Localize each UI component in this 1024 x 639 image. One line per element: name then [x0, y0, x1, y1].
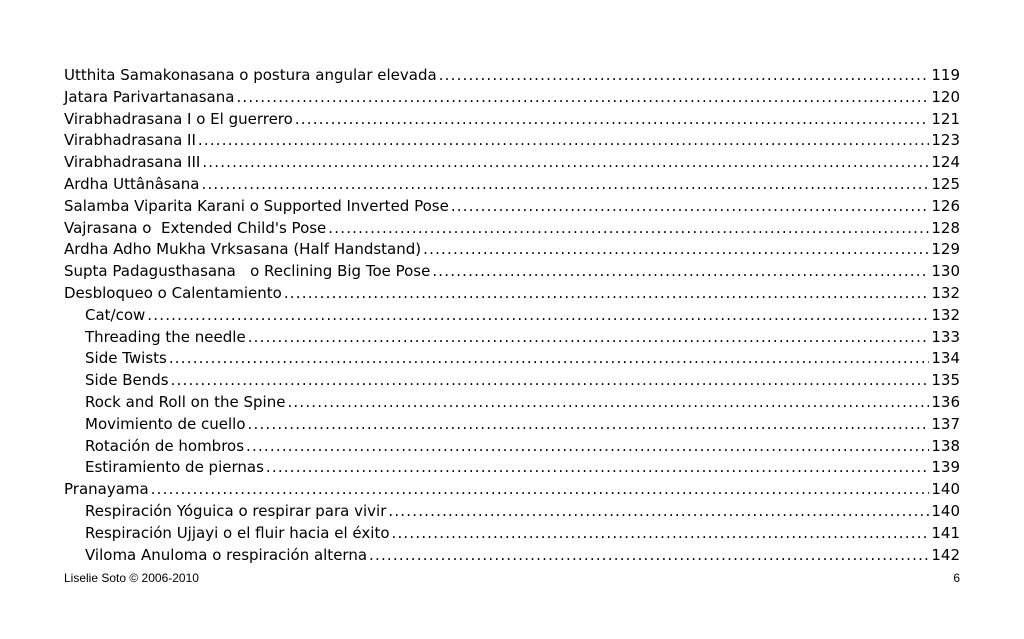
toc-leader-dots [202, 152, 929, 174]
toc-entry-page: 142 [931, 545, 960, 564]
toc-entry-title: Pranayama [64, 480, 149, 499]
toc-entry-page: 124 [931, 153, 960, 172]
toc-entry-page: 132 [931, 305, 960, 324]
toc-leader-dots [169, 348, 930, 370]
toc-entry-page: 133 [931, 327, 960, 346]
toc-subentry [64, 501, 960, 523]
toc-entry-page: 128 [931, 218, 960, 237]
toc-entry-page: 126 [931, 196, 960, 215]
toc-entry-page: 135 [931, 371, 960, 390]
table-of-contents [64, 65, 960, 566]
toc-entry-title: Movimiento de cuello [85, 414, 246, 433]
toc-entry-title: Rotación de hombros [85, 436, 245, 455]
toc-entry-page: 130 [931, 262, 960, 281]
toc-entry-title: Supta Padagusthasana o Reclining Big Toe Pose [64, 262, 431, 281]
toc-leader-dots [432, 261, 929, 283]
toc-entry-page: 140 [931, 480, 960, 499]
toc-entry-page: 138 [931, 436, 960, 455]
toc-subentry [64, 457, 960, 479]
toc-leader-dots [284, 283, 930, 305]
toc-subentry [64, 348, 960, 370]
toc-entry-page: 141 [931, 523, 960, 542]
toc-subentry [64, 523, 960, 545]
toc-entry [64, 130, 960, 152]
toc-entry [64, 109, 960, 131]
toc-entry-title: Desbloqueo o Calentamiento [64, 283, 282, 302]
toc-subentry [64, 436, 960, 458]
toc-leader-dots [248, 414, 930, 436]
toc-subentry [64, 545, 960, 567]
toc-entry [64, 479, 960, 501]
toc-leader-dots [295, 109, 930, 131]
toc-entry-title: Virabhadrasana I o El guerrero [64, 109, 293, 128]
footer-page-number: 6 [953, 571, 960, 585]
toc-entry-title: Jatara Parivartanasana [64, 87, 235, 106]
toc-entry-page: 120 [931, 87, 960, 106]
toc-entry-page: 134 [931, 349, 960, 368]
toc-entry-page: 123 [931, 131, 960, 150]
toc-entry-title: Ardha Uttânâsana [64, 174, 200, 193]
toc-entry-title: Utthita Samakonasana o postura angular elevada [64, 66, 437, 84]
toc-entry [64, 239, 960, 261]
toc-entry-title: Respiración Yóguica o respirar para vivir [85, 501, 387, 520]
toc-leader-dots [423, 239, 929, 261]
toc-entry-title: Ardha Adho Mukha Vrksasana (Half Handstand) [64, 240, 422, 259]
toc-leader-dots [198, 130, 929, 152]
toc-entry-page: 119 [931, 66, 960, 84]
toc-entry-title: Side Bends [85, 371, 169, 390]
toc-leader-dots [451, 196, 930, 218]
toc-entry-title: Respiración Ujjayi o el fluir hacia el éxito [85, 523, 390, 542]
toc-subentry [64, 370, 960, 392]
toc-leader-dots [369, 545, 929, 567]
toc-subentry [64, 414, 960, 436]
toc-leader-dots [248, 327, 930, 349]
toc-entry [64, 196, 960, 218]
toc-entry [64, 65, 960, 87]
toc-leader-dots [246, 436, 929, 458]
toc-entry-page: 139 [931, 458, 960, 477]
toc-entry-title: Side Twists [85, 349, 167, 368]
toc-entry-title: Cat/cow [85, 305, 146, 324]
toc-leader-dots [266, 457, 929, 479]
toc-subentry [64, 305, 960, 327]
toc-entry [64, 152, 960, 174]
toc-leader-dots [388, 501, 929, 523]
toc-entry [64, 283, 960, 305]
toc-entry-title: Viloma Anuloma o respiración alterna [85, 545, 368, 564]
toc-subentry [64, 327, 960, 349]
toc-entry [64, 261, 960, 283]
toc-entry-page: 125 [931, 174, 960, 193]
toc-subentry [64, 392, 960, 414]
toc-entry-title: Estiramiento de piernas [85, 458, 264, 477]
toc-leader-dots [328, 218, 929, 240]
toc-leader-dots [287, 392, 929, 414]
toc-leader-dots [171, 370, 930, 392]
toc-entry-title: Threading the needle [85, 327, 246, 346]
toc-leader-dots [147, 305, 929, 327]
toc-leader-dots [202, 174, 930, 196]
toc-entry-title: Vajrasana o Extended Child's Pose [64, 218, 327, 237]
toc-entry-page: 129 [931, 240, 960, 259]
toc-entry-page: 121 [931, 109, 960, 128]
footer-author: Liselie Soto © 2006-2010 [64, 571, 199, 585]
toc-leader-dots [439, 65, 930, 87]
toc-entry-title: Rock and Roll on the Spine [85, 392, 286, 411]
toc-entry-title: Virabhadrasana III [64, 153, 201, 172]
toc-entry [64, 218, 960, 240]
toc-entry-title: Virabhadrasana II [64, 131, 196, 150]
toc-entry-page: 132 [931, 283, 960, 302]
toc-entry-title: Salamba Viparita Karani o Supported Inverted Pose [64, 196, 449, 215]
toc-leader-dots [392, 523, 930, 545]
toc-entry [64, 174, 960, 196]
toc-entry-page: 137 [931, 414, 960, 433]
toc-entry-page: 140 [931, 501, 960, 520]
toc-entry [64, 87, 960, 109]
toc-leader-dots [236, 87, 929, 109]
toc-leader-dots [151, 479, 930, 501]
toc-entry-page: 136 [931, 392, 960, 411]
